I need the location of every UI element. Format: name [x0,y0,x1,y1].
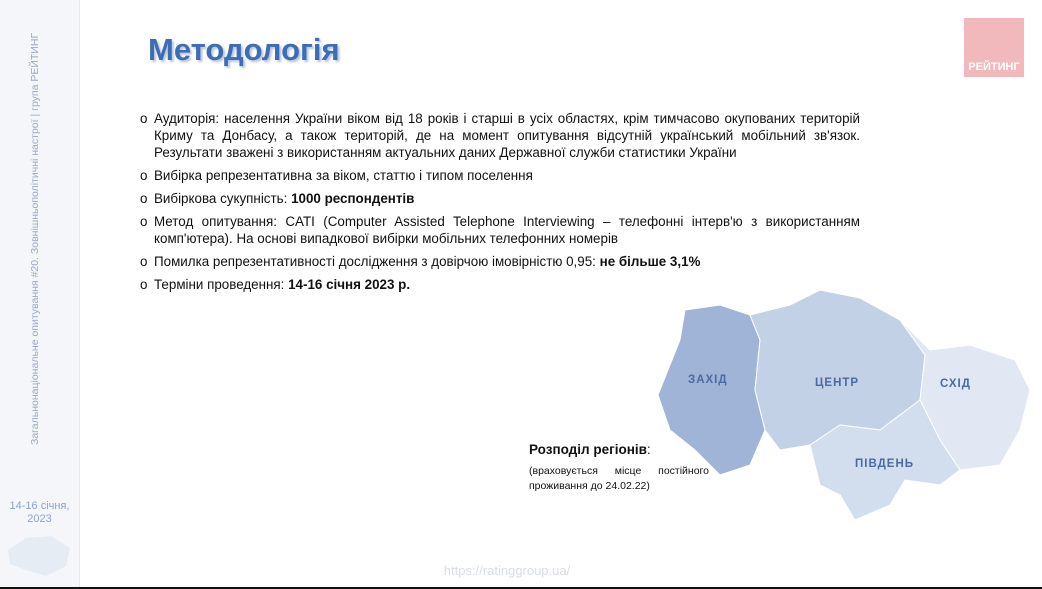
page-title: Методологія [148,32,340,67]
list-item: o Терміни проведення: 14-16 січня 2023 р. [140,276,860,293]
sidebar [0,0,80,587]
list-item: o Вибіркова сукупність: 1000 респондентів [140,190,860,207]
rating-logo [964,18,1024,77]
label-center: ЦЕНТР [815,377,860,389]
website-link[interactable]: https://ratinggroup.ua/ [443,563,571,578]
logo-text: РЕЙТИНГ [968,61,1020,73]
list-item: o Помилка репрезентативності дослідження з довірчою імовірністю 0,95: не більше 3,1% [140,253,860,270]
methodology-list [140,110,860,299]
sidebar-caption: Загальнонаціональне опитування #20. Зовнішньополітичні настрої | група РЕЙТИНГ [29,32,41,445]
list-item: o Метод опитування: CATI (Computer Assisted Telephone Interviewing – телефонні інтерв'ю з використанням комп'ютера). На основі випадкової вибірки мобільних телефонних номерів [140,213,860,247]
list-item: o Вибірка репрезентативна за віком, статтю і типом поселення [140,167,860,184]
label-east: СХІД [940,378,971,390]
regions-heading: Розподіл регіонів [529,442,647,457]
sidebar-date: 14-16 січня, 2023 [9,500,70,525]
regions-note-text: (враховується місце постійного проживання до 24.02.22) [529,465,709,492]
regions-note: Розподіл регіонів: (враховується місце постійного проживання до 24.02.22) [529,442,709,492]
label-west: ЗАХІД [688,374,728,386]
list-item: o Аудиторія: населення України віком від 18 років і старші в усіх областях, крім тимчасово окупованих територій Криму та Донбасу, а також територій, де на момент опитування відсутній український мобільний зв'язок. Результати зважені з використанням актуальних даних Державної служби статистики України [140,110,860,161]
label-south: ПІВДЕНЬ [855,458,915,470]
